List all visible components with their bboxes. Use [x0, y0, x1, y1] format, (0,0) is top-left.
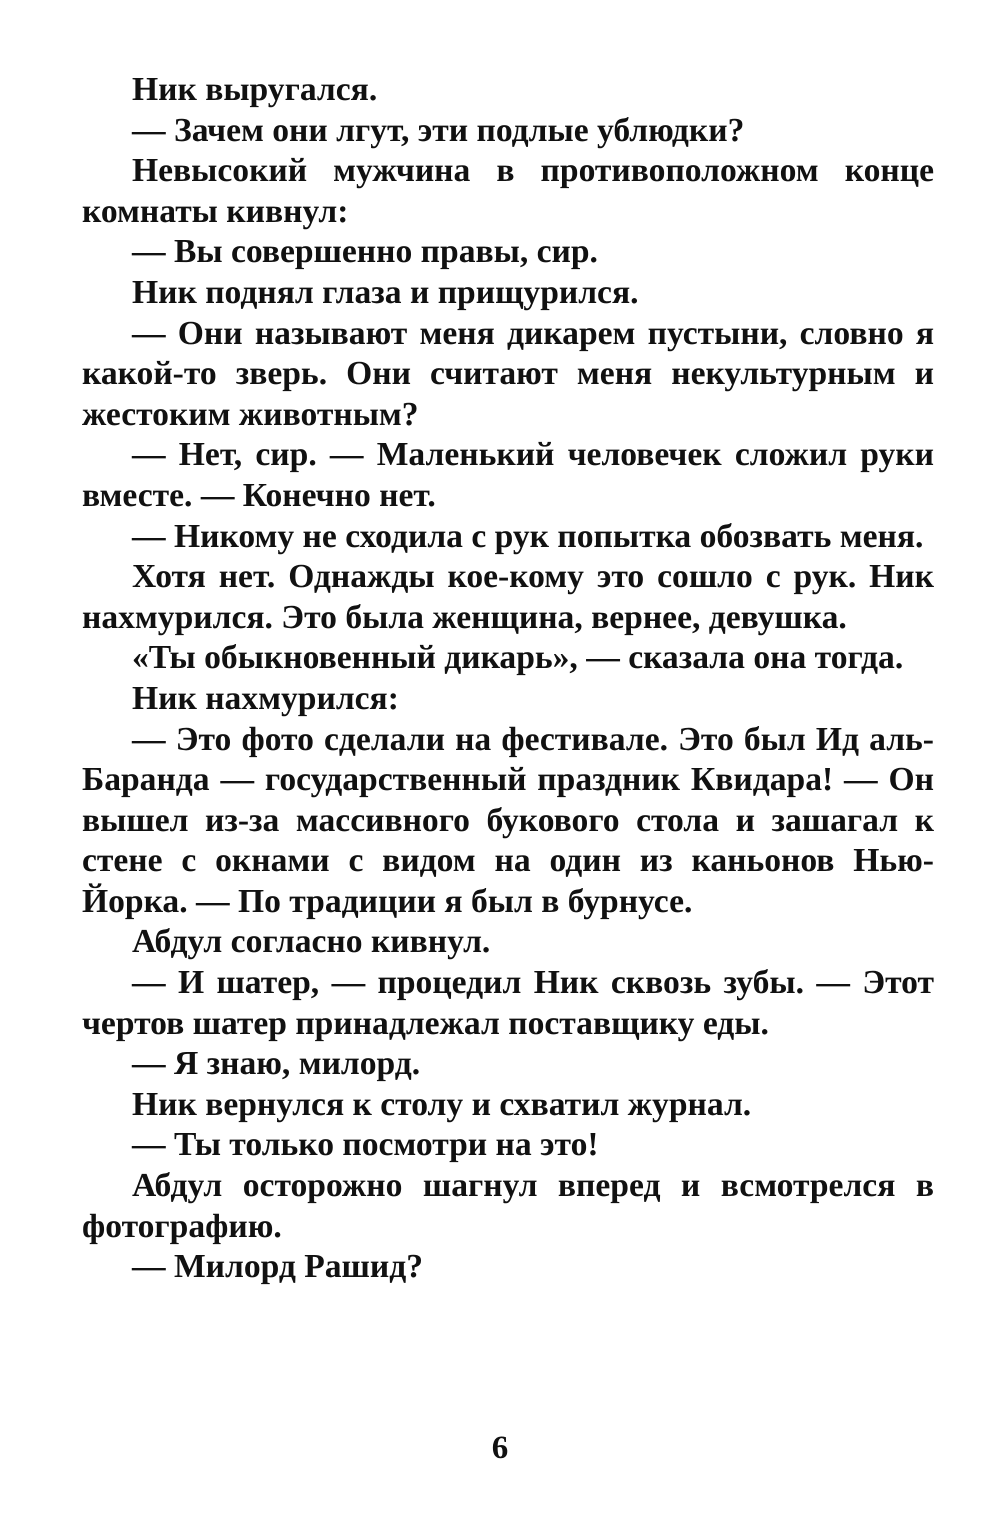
paragraph: «Ты обыкновенный дикарь», — сказала она тогда.	[132, 639, 904, 677]
paragraph: Ник выругался.	[132, 71, 378, 108]
paragraph: Невысокий мужчина в противоположном конце комнаты кивнул:	[82, 152, 934, 230]
paragraph: — Я знаю, милорд.	[132, 1045, 421, 1083]
paragraph: — Ты только посмотри на это!	[132, 1126, 599, 1164]
paragraph: — Милорд Рашид?	[132, 1248, 424, 1286]
paragraph: — Вы совершенно правы, сир.	[132, 233, 598, 271]
paragraph: Хотя нет. Однажды кое-кому это сошло с рук. Ник нахмурился. Это была женщина, вернее, девушка.	[82, 558, 934, 636]
paragraph: Ник вернулся к столу и схватил журнал.	[132, 1085, 752, 1123]
paragraph: — И шатер, — процедил Ник сквозь зубы. — Этот чертов шатер принадлежал поставщику еды.	[82, 964, 934, 1042]
page-number: 6	[491, 1430, 509, 1466]
paragraph: — Нет, сир. — Маленький человечек сложил руки вместе. — Конечно нет.	[82, 436, 934, 514]
paragraph: — Зачем они лгут, эти подлые ублюдки?	[132, 111, 745, 149]
paragraph: Абдул согласно кивнул.	[132, 923, 491, 961]
paragraph: Ник поднял глаза и прищурился.	[132, 273, 639, 311]
paragraph: Абдул осторожно шагнул вперед и всмотрелся в фотографию.	[82, 1167, 934, 1245]
paragraph: — Никому не сходила с рук попытка обозвать меня.	[132, 517, 924, 555]
paragraph: — Они называют меня дикарем пустыни, словно я какой-то зверь. Они считают меня некультурным и жестоким животным?	[82, 314, 934, 433]
paragraph: — Это фото сделали на фестивале. Это был Ид аль-Баранда — государственный праздник Квидара! — Он вышел из-за массивного букового стола и зашагал к стене с окнами с видом на один из каньонов Нью-Йорка. — По традиции я был в бурнусе.	[82, 720, 934, 920]
paragraph: Ник нахмурился:	[132, 679, 399, 717]
page-text-body	[82, 70, 934, 1288]
